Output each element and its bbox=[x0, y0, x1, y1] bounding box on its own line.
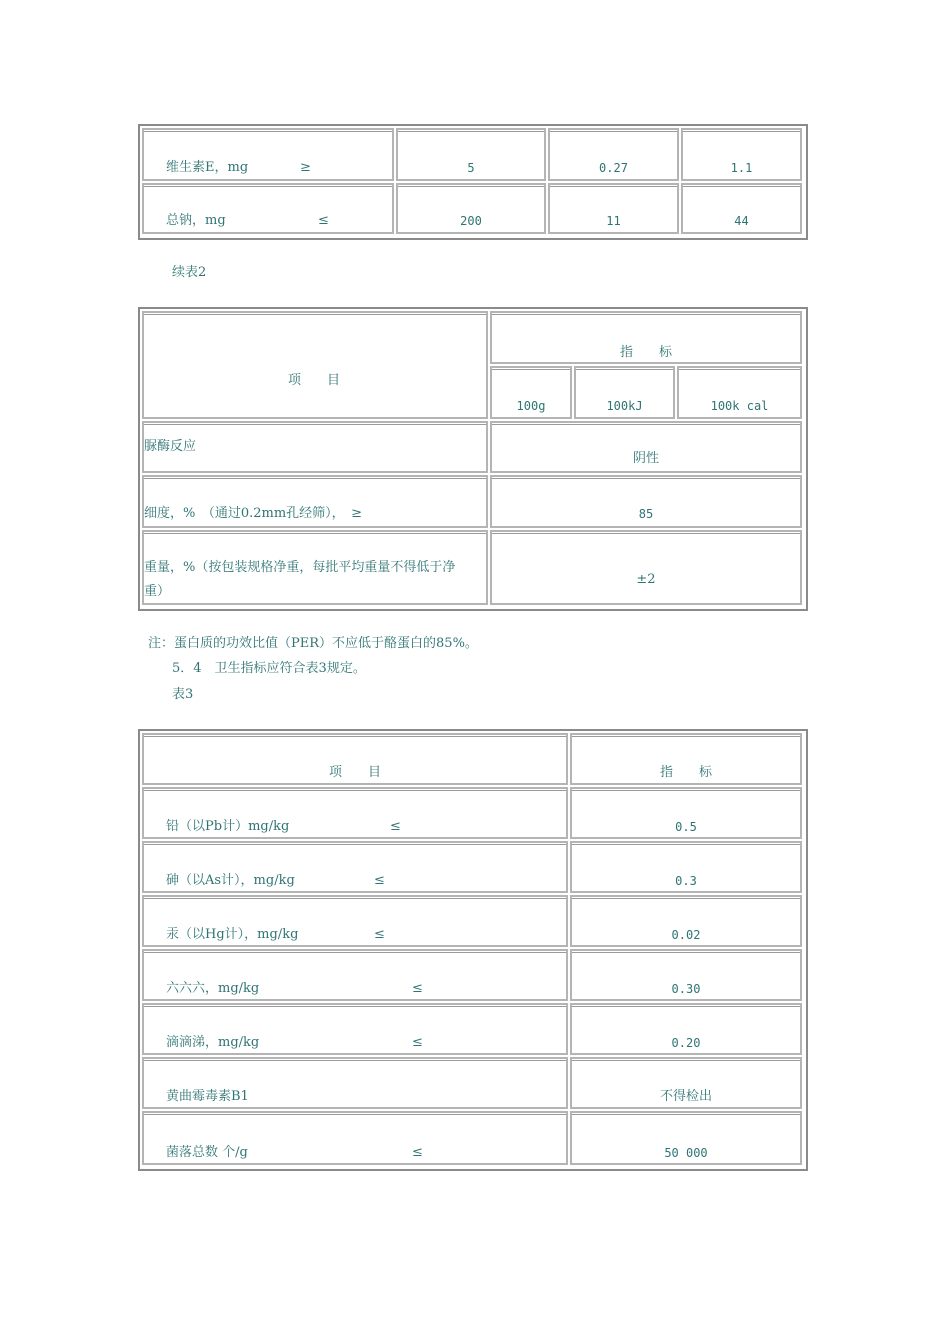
table-row bbox=[142, 475, 488, 528]
table-cell bbox=[490, 530, 802, 605]
table-cell bbox=[570, 895, 802, 947]
col-100kcal: 100k cal bbox=[710, 399, 769, 413]
table-cell bbox=[681, 183, 802, 234]
compare-symbol: ≤ bbox=[412, 981, 423, 996]
header-item-cell bbox=[142, 311, 488, 419]
value: 不得检出 bbox=[659, 1089, 712, 1104]
table-cell bbox=[570, 787, 802, 839]
table-row bbox=[142, 128, 394, 181]
value: 50 000 bbox=[664, 1146, 708, 1160]
table-cell bbox=[570, 1003, 802, 1055]
item-label: 维生素E，mg bbox=[166, 160, 249, 175]
header-index-cell bbox=[490, 311, 802, 364]
item-label: 滴滴涕，mg/kg bbox=[166, 1035, 260, 1050]
table-cell bbox=[396, 183, 546, 234]
caption-table-3: 表3 bbox=[172, 687, 194, 702]
header-index: 指 标 bbox=[659, 765, 712, 780]
subheader-100kj bbox=[574, 366, 675, 419]
col-100g: 100g bbox=[516, 399, 546, 413]
item-label: 六六六，mg/kg bbox=[166, 981, 260, 996]
item-label: 细度，% （通过0.2mm孔经筛）， ≥ bbox=[144, 506, 363, 521]
value-100g: 200 bbox=[460, 214, 482, 228]
subheader-100g bbox=[490, 366, 572, 419]
table-row bbox=[142, 841, 568, 893]
compare-symbol: ≤ bbox=[390, 819, 401, 834]
value: 0.30 bbox=[671, 982, 701, 996]
table-1-continued bbox=[138, 124, 808, 240]
header-item-cell bbox=[142, 733, 568, 785]
table-cell bbox=[570, 949, 802, 1001]
table-cell bbox=[548, 128, 679, 181]
value: 85 bbox=[638, 507, 654, 521]
item-label: 总钠，mg bbox=[166, 213, 226, 228]
value: 0.20 bbox=[671, 1036, 701, 1050]
item-label: 菌落总数 个/g bbox=[166, 1145, 248, 1160]
table-row bbox=[142, 421, 488, 473]
table-cell bbox=[490, 421, 802, 473]
compare-symbol: ≥ bbox=[300, 160, 311, 175]
table-row bbox=[142, 949, 568, 1001]
subheader-100kcal bbox=[677, 366, 802, 419]
item-label: 砷（以As计），mg/kg bbox=[166, 873, 295, 888]
col-100kj: 100kJ bbox=[606, 399, 643, 413]
table-row bbox=[142, 530, 488, 605]
header-index-cell bbox=[570, 733, 802, 785]
table-2-continued bbox=[138, 307, 808, 611]
header-item: 项 目 bbox=[288, 373, 341, 388]
table-row bbox=[142, 895, 568, 947]
table-cell bbox=[490, 475, 802, 528]
value-100g: 5 bbox=[467, 161, 475, 175]
value-100kj: 0.27 bbox=[599, 161, 628, 175]
table-row bbox=[142, 1057, 568, 1109]
item-label-line2: 重） bbox=[144, 584, 171, 599]
value-100kj: 11 bbox=[606, 214, 621, 228]
table-cell bbox=[570, 1057, 802, 1109]
item-label: 脲酶反应 bbox=[144, 439, 197, 454]
item-label: 汞（以Hg计），mg/kg bbox=[166, 927, 299, 942]
table-row bbox=[142, 787, 568, 839]
table-row bbox=[142, 1111, 568, 1165]
value-100kcal: 44 bbox=[734, 214, 749, 228]
compare-symbol: ≤ bbox=[374, 873, 385, 888]
header-item: 项 目 bbox=[328, 765, 381, 780]
clause-5-4: 5．4 卫生指标应符合表3规定。 bbox=[172, 661, 366, 676]
compare-symbol: ≤ bbox=[318, 213, 329, 228]
value-100kcal: 1.1 bbox=[730, 161, 753, 175]
table-row bbox=[142, 1003, 568, 1055]
value: 0.5 bbox=[675, 820, 697, 834]
caption-continued-table-2: 续表2 bbox=[172, 265, 207, 280]
table-cell bbox=[396, 128, 546, 181]
table-cell bbox=[570, 1111, 802, 1165]
compare-symbol: ≤ bbox=[374, 927, 385, 942]
table-cell bbox=[548, 183, 679, 234]
table-row bbox=[142, 183, 394, 234]
note: 注：蛋白质的功效比值（PER）不应低于酪蛋白的85%。 bbox=[148, 636, 478, 651]
table-cell bbox=[681, 128, 802, 181]
item-label-line1: 重量，%（按包装规格净重，每批平均重量不得低于净 bbox=[144, 560, 456, 575]
value: 0.3 bbox=[675, 874, 697, 888]
table-3 bbox=[138, 729, 808, 1171]
value: ±2 bbox=[636, 572, 656, 587]
value: 阴性 bbox=[632, 451, 659, 466]
value: 0.02 bbox=[671, 928, 701, 942]
compare-symbol: ≤ bbox=[412, 1145, 423, 1160]
item-label: 黄曲霉毒素B1 bbox=[166, 1089, 249, 1104]
compare-symbol: ≤ bbox=[412, 1035, 423, 1050]
item-label: 铅（以Pb计）mg/kg bbox=[166, 819, 290, 834]
header-index: 指 标 bbox=[619, 345, 672, 360]
table-cell bbox=[570, 841, 802, 893]
